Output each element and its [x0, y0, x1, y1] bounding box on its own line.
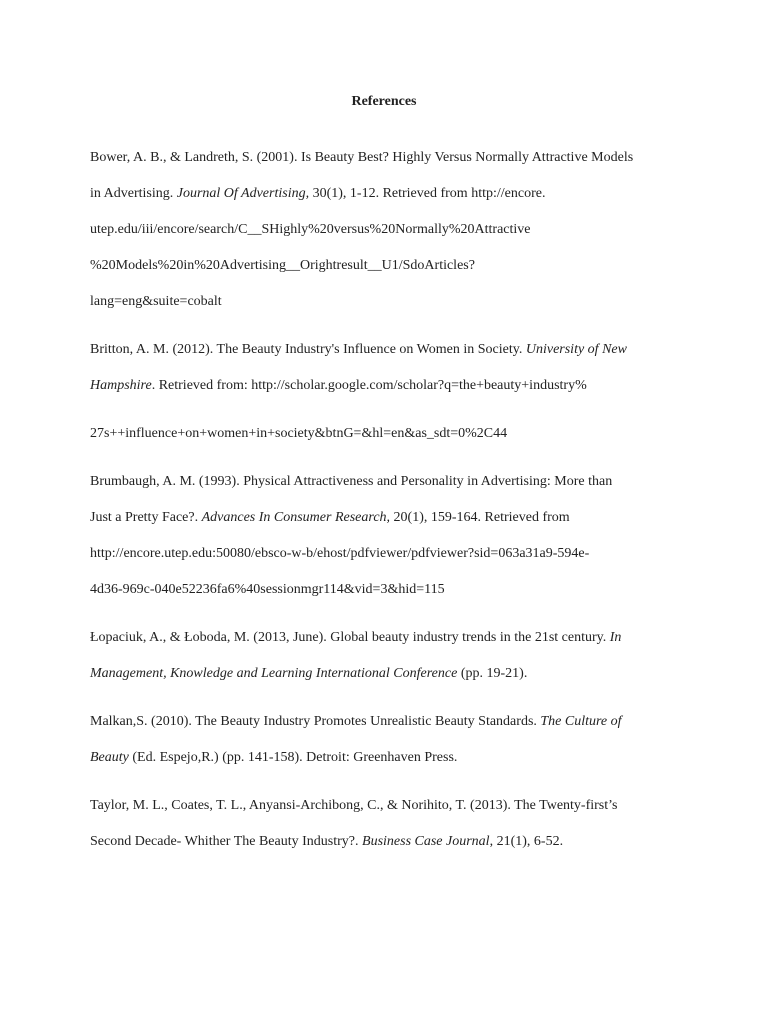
reference-entry	[90, 464, 680, 608]
reference-text: in Advertising.	[90, 186, 177, 201]
reference-italic-text: The Culture of	[540, 714, 622, 729]
reference-line	[90, 536, 680, 572]
reference-line	[90, 620, 680, 656]
reference-text: lang=eng&suite=cobalt	[90, 294, 222, 309]
reference-text: %20Models%20in%20Advertising__Orightresult__U1/SdoArticles?	[90, 258, 475, 273]
reference-text: 4d36-969c-040e52236fa6%40sessionmgr114&vid=3&hid=115	[90, 582, 445, 597]
page-title: References	[351, 94, 417, 109]
reference-text: , 21(1), 6-52.	[489, 834, 564, 849]
reference-line	[90, 416, 680, 452]
reference-line	[90, 788, 680, 824]
reference-text: utep.edu/iii/encore/search/C__SHighly%20versus%20Normally%20Attractive	[90, 222, 531, 237]
reference-text: Just a Pretty Face?.	[90, 510, 202, 525]
reference-entry	[90, 332, 680, 452]
reference-italic-text: Journal Of Advertising,	[176, 186, 310, 201]
reference-text: Malkan,S. (2010). The Beauty Industry Promotes Unrealistic Beauty Standards.	[90, 714, 541, 729]
reference-line	[90, 656, 680, 692]
reference-text: Britton, A. M. (2012). The Beauty Industry's Influence on Women in Society.	[90, 342, 526, 357]
reference-line	[90, 500, 680, 536]
reference-italic-text: Business Case Journal	[362, 834, 490, 849]
reference-line	[90, 332, 680, 368]
reference-entry	[90, 704, 680, 776]
reference-entry	[90, 788, 680, 860]
reference-text: http://encore.utep.edu:50080/ebsco-w-b/ehost/pdfviewer/pdfviewer?sid=063a31a9-594e-	[90, 546, 590, 561]
reference-text: . Retrieved from: http://scholar.google.com/scholar?q=the+beauty+industry%	[151, 378, 587, 393]
reference-line	[90, 368, 680, 404]
reference-line	[90, 464, 680, 500]
reference-italic-text: Hampshire	[90, 378, 152, 393]
reference-italic-text: Beauty	[90, 750, 129, 765]
reference-line	[90, 140, 680, 176]
reference-text: 30(1), 1-12. Retrieved from http://encore.	[309, 186, 546, 201]
reference-italic-text: Management, Knowledge and Learning International Conference	[90, 666, 458, 681]
reference-italic-text: Advances In Consumer Research,	[201, 510, 391, 525]
reference-entry	[90, 620, 680, 692]
reference-line	[90, 212, 680, 248]
reference-text: (Ed. Espejo,R.) (pp. 141-158). Detroit: Greenhaven Press.	[128, 750, 458, 765]
reference-line	[90, 572, 680, 608]
reference-text: 20(1), 159-164. Retrieved from	[390, 510, 570, 525]
reference-list	[90, 140, 680, 872]
reference-text: Brumbaugh, A. M. (1993). Physical Attractiveness and Personality in Advertising: More than	[90, 474, 613, 489]
reference-line	[90, 740, 680, 776]
reference-text: Taylor, M. L., Coates, T. L., Anyansi-Archibong, C., & Norihito, T. (2013). The Twenty-first’s	[90, 798, 618, 813]
reference-text: Łopaciuk, A., & Łoboda, M. (2013, June). Global beauty industry trends in the 21st century.	[90, 630, 610, 645]
reference-line	[90, 704, 680, 740]
reference-text: 27s++influence+on+women+in+society&btnG=&hl=en&as_sdt=0%2C44	[90, 426, 508, 441]
reference-italic-text: University of New	[525, 342, 627, 357]
reference-line	[90, 176, 680, 212]
reference-entry	[90, 140, 680, 320]
reference-text: (pp. 19-21).	[457, 666, 528, 681]
reference-text: Second Decade- Whither The Beauty Industry?.	[90, 834, 363, 849]
reference-italic-text: In	[609, 630, 622, 645]
reference-line	[90, 824, 680, 860]
reference-line	[90, 284, 680, 320]
reference-text: Bower, A. B., & Landreth, S. (2001). Is Beauty Best? Highly Versus Normally Attractive Models	[90, 150, 634, 165]
reference-line	[90, 248, 680, 284]
